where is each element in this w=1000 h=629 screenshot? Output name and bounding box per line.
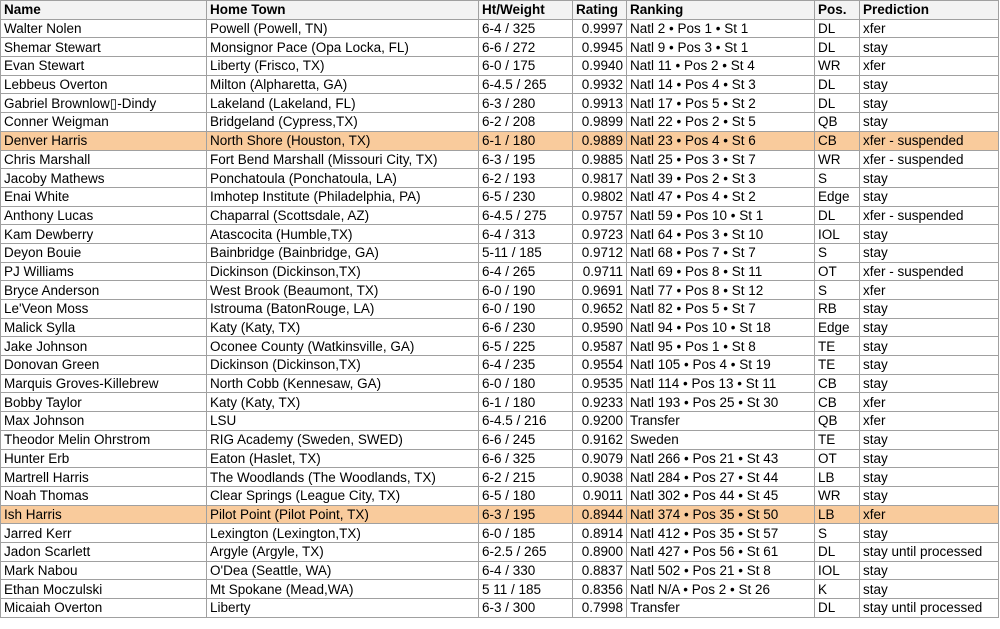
table-header <box>1 1 999 20</box>
cell-home-town[interactable]: Liberty (Frisco, TX) <box>207 57 479 76</box>
cell-ht-weight[interactable]: 6-6 / 325 <box>479 449 573 468</box>
table-row <box>1 225 999 244</box>
cell-ranking[interactable]: Natl 14 • Pos 4 • St 3 <box>627 75 815 94</box>
cell-name[interactable]: Kam Dewberry <box>1 225 207 244</box>
cell-name[interactable]: Marquis Groves-Killebrew <box>1 374 207 393</box>
cell-rating[interactable]: 0.8914 <box>573 524 627 543</box>
cell-rating[interactable]: 0.9711 <box>573 262 627 281</box>
column-header-name[interactable]: Name <box>1 1 207 20</box>
table-row <box>1 430 999 449</box>
cell-prediction[interactable]: stay <box>860 580 999 599</box>
cell-rating[interactable]: 0.9997 <box>573 19 627 38</box>
cell-ranking[interactable]: Natl 94 • Pos 10 • St 18 <box>627 318 815 337</box>
cell-name[interactable]: Evan Stewart <box>1 57 207 76</box>
cell-ht-weight[interactable]: 5 11 / 185 <box>479 580 573 599</box>
cell-rating[interactable]: 0.9079 <box>573 449 627 468</box>
cell-ht-weight[interactable]: 6-2.5 / 265 <box>479 542 573 561</box>
cell-prediction[interactable]: stay <box>860 75 999 94</box>
cell-ranking[interactable]: Natl 427 • Pos 56 • St 61 <box>627 542 815 561</box>
cell-ranking[interactable]: Natl 2 • Pos 1 • St 1 <box>627 19 815 38</box>
table-row <box>1 318 999 337</box>
cell-ht-weight[interactable]: 6-4 / 330 <box>479 561 573 580</box>
cell-ht-weight[interactable]: 6-3 / 280 <box>479 94 573 113</box>
cell-ranking[interactable]: Transfer <box>627 599 815 618</box>
cell-prediction[interactable]: xfer <box>860 393 999 412</box>
cell-name[interactable]: Bryce Anderson <box>1 281 207 300</box>
cell-pos[interactable]: Edge <box>815 187 860 206</box>
cell-prediction[interactable]: stay <box>860 225 999 244</box>
cell-rating[interactable]: 0.9038 <box>573 468 627 487</box>
table-row <box>1 75 999 94</box>
cell-rating[interactable]: 0.8837 <box>573 561 627 580</box>
cell-home-town[interactable]: Bridgeland (Cypress,TX) <box>207 113 479 132</box>
cell-ranking[interactable]: Natl 114 • Pos 13 • St 11 <box>627 374 815 393</box>
table-row <box>1 505 999 524</box>
cell-home-town[interactable]: Lakeland (Lakeland, FL) <box>207 94 479 113</box>
cell-prediction[interactable]: xfer <box>860 412 999 431</box>
cell-name[interactable]: Ethan Moczulski <box>1 580 207 599</box>
cell-pos[interactable]: DL <box>815 75 860 94</box>
cell-rating[interactable]: 0.9200 <box>573 412 627 431</box>
cell-prediction[interactable]: stay <box>860 356 999 375</box>
cell-ranking[interactable]: Natl 193 • Pos 25 • St 30 <box>627 393 815 412</box>
cell-rating[interactable]: 0.8356 <box>573 580 627 599</box>
cell-prediction[interactable]: xfer <box>860 57 999 76</box>
cell-home-town[interactable]: Chaparral (Scottsdale, AZ) <box>207 206 479 225</box>
cell-rating[interactable]: 0.9913 <box>573 94 627 113</box>
cell-ranking[interactable]: Natl 502 • Pos 21 • St 8 <box>627 561 815 580</box>
cell-pos[interactable]: WR <box>815 486 860 505</box>
table-row <box>1 468 999 487</box>
cell-ranking[interactable]: Natl 105 • Pos 4 • St 19 <box>627 356 815 375</box>
cell-pos[interactable]: LB <box>815 505 860 524</box>
cell-ranking[interactable]: Natl 77 • Pos 8 • St 12 <box>627 281 815 300</box>
cell-ranking[interactable]: Sweden <box>627 430 815 449</box>
cell-rating[interactable]: 0.9757 <box>573 206 627 225</box>
header-row <box>1 1 999 20</box>
cell-pos[interactable]: RB <box>815 300 860 319</box>
table-row <box>1 243 999 262</box>
cell-name[interactable]: Mark Nabou <box>1 561 207 580</box>
cell-ranking[interactable]: Natl 412 • Pos 35 • St 57 <box>627 524 815 543</box>
cell-name[interactable]: Jadon Scarlett <box>1 542 207 561</box>
cell-name[interactable]: Walter Nolen <box>1 19 207 38</box>
cell-home-town[interactable]: Powell (Powell, TN) <box>207 19 479 38</box>
cell-rating[interactable]: 0.9587 <box>573 337 627 356</box>
cell-ranking[interactable]: Natl 284 • Pos 27 • St 44 <box>627 468 815 487</box>
cell-home-town[interactable]: Monsignor Pace (Opa Locka, FL) <box>207 38 479 57</box>
table-row <box>1 449 999 468</box>
column-header-prediction[interactable]: Prediction <box>860 1 999 20</box>
cell-prediction[interactable]: xfer - suspended <box>860 262 999 281</box>
cell-ht-weight[interactable]: 6-0 / 180 <box>479 374 573 393</box>
cell-ht-weight[interactable]: 6-4.5 / 275 <box>479 206 573 225</box>
cell-name[interactable]: PJ Williams <box>1 262 207 281</box>
cell-pos[interactable]: TE <box>815 356 860 375</box>
cell-ht-weight[interactable]: 6-2 / 208 <box>479 113 573 132</box>
cell-ht-weight[interactable]: 6-4 / 265 <box>479 262 573 281</box>
column-header-ht-weight[interactable]: Ht/Weight <box>479 1 573 20</box>
cell-ht-weight[interactable]: 6-4.5 / 265 <box>479 75 573 94</box>
table-row <box>1 262 999 281</box>
cell-name[interactable]: Gabriel Brownlow▯-Dindy <box>1 94 207 113</box>
cell-rating[interactable]: 0.8944 <box>573 505 627 524</box>
cell-home-town[interactable]: Katy (Katy, TX) <box>207 393 479 412</box>
cell-name[interactable]: Anthony Lucas <box>1 206 207 225</box>
cell-prediction[interactable]: xfer - suspended <box>860 131 999 150</box>
cell-ranking[interactable]: Natl N/A • Pos 2 • St 26 <box>627 580 815 599</box>
cell-prediction[interactable]: stay <box>860 300 999 319</box>
cell-pos[interactable]: OT <box>815 262 860 281</box>
column-header-rating[interactable]: Rating <box>573 1 627 20</box>
cell-home-town[interactable]: North Shore (Houston, TX) <box>207 131 479 150</box>
cell-ranking[interactable]: Natl 82 • Pos 5 • St 7 <box>627 300 815 319</box>
cell-name[interactable]: Noah Thomas <box>1 486 207 505</box>
cell-home-town[interactable]: Atascocita (Humble,TX) <box>207 225 479 244</box>
cell-ranking[interactable]: Natl 9 • Pos 3 • St 1 <box>627 38 815 57</box>
table-row <box>1 337 999 356</box>
cell-prediction[interactable]: stay <box>860 243 999 262</box>
cell-ranking[interactable]: Natl 11 • Pos 2 • St 4 <box>627 57 815 76</box>
cell-ranking[interactable]: Natl 17 • Pos 5 • St 2 <box>627 94 815 113</box>
cell-rating[interactable]: 0.9889 <box>573 131 627 150</box>
cell-name[interactable]: Bobby Taylor <box>1 393 207 412</box>
cell-pos[interactable]: IOL <box>815 225 860 244</box>
cell-ranking[interactable]: Natl 69 • Pos 8 • St 11 <box>627 262 815 281</box>
cell-pos[interactable]: Edge <box>815 318 860 337</box>
cell-home-town[interactable]: Milton (Alpharetta, GA) <box>207 75 479 94</box>
cell-ht-weight[interactable]: 6-0 / 185 <box>479 524 573 543</box>
cell-rating[interactable]: 0.9723 <box>573 225 627 244</box>
cell-name[interactable]: Malick Sylla <box>1 318 207 337</box>
cell-prediction[interactable]: stay <box>860 486 999 505</box>
table-row <box>1 561 999 580</box>
cell-ranking[interactable]: Natl 95 • Pos 1 • St 8 <box>627 337 815 356</box>
cell-prediction[interactable]: stay <box>860 524 999 543</box>
cell-name[interactable]: Donovan Green <box>1 356 207 375</box>
table-row <box>1 94 999 113</box>
table-row <box>1 300 999 319</box>
cell-name[interactable]: Jacoby Mathews <box>1 169 207 188</box>
cell-pos[interactable]: DL <box>815 19 860 38</box>
cell-prediction[interactable]: stay <box>860 169 999 188</box>
cell-pos[interactable]: DL <box>815 94 860 113</box>
cell-pos[interactable]: S <box>815 524 860 543</box>
cell-home-town[interactable]: Pilot Point (Pilot Point, TX) <box>207 505 479 524</box>
cell-rating[interactable]: 0.8900 <box>573 542 627 561</box>
cell-ranking[interactable]: Natl 25 • Pos 3 • St 7 <box>627 150 815 169</box>
table-row <box>1 486 999 505</box>
cell-home-town[interactable]: West Brook (Beaumont, TX) <box>207 281 479 300</box>
cell-home-town[interactable]: LSU <box>207 412 479 431</box>
cell-name[interactable]: Enai White <box>1 187 207 206</box>
cell-name[interactable]: Denver Harris <box>1 131 207 150</box>
table-row <box>1 281 999 300</box>
cell-ht-weight[interactable]: 6-0 / 190 <box>479 300 573 319</box>
cell-pos[interactable]: DL <box>815 206 860 225</box>
cell-ranking[interactable]: Natl 374 • Pos 35 • St 50 <box>627 505 815 524</box>
cell-name[interactable]: Max Johnson <box>1 412 207 431</box>
table-row <box>1 113 999 132</box>
table-row <box>1 19 999 38</box>
cell-prediction[interactable]: xfer <box>860 281 999 300</box>
cell-ht-weight[interactable]: 6-6 / 245 <box>479 430 573 449</box>
cell-name[interactable]: Conner Weigman <box>1 113 207 132</box>
table-body <box>1 19 999 617</box>
cell-ht-weight[interactable]: 6-3 / 300 <box>479 599 573 618</box>
cell-ht-weight[interactable]: 5-11 / 185 <box>479 243 573 262</box>
cell-ht-weight[interactable]: 6-5 / 225 <box>479 337 573 356</box>
cell-ranking[interactable]: Transfer <box>627 412 815 431</box>
cell-pos[interactable]: CB <box>815 374 860 393</box>
cell-name[interactable]: Theodor Melin Ohrstrom <box>1 430 207 449</box>
cell-rating[interactable]: 0.9940 <box>573 57 627 76</box>
table-row <box>1 131 999 150</box>
cell-ranking[interactable]: Natl 68 • Pos 7 • St 7 <box>627 243 815 262</box>
cell-ht-weight[interactable]: 6-3 / 195 <box>479 505 573 524</box>
table-row <box>1 580 999 599</box>
cell-prediction[interactable]: stay <box>860 187 999 206</box>
cell-pos[interactable]: LB <box>815 468 860 487</box>
cell-ht-weight[interactable]: 6-3 / 195 <box>479 150 573 169</box>
cell-rating[interactable]: 0.9712 <box>573 243 627 262</box>
cell-prediction[interactable]: stay <box>860 337 999 356</box>
cell-name[interactable]: Jarred Kerr <box>1 524 207 543</box>
cell-pos[interactable]: DL <box>815 542 860 561</box>
cell-prediction[interactable]: stay <box>860 468 999 487</box>
cell-name[interactable]: Jake Johnson <box>1 337 207 356</box>
table-row <box>1 187 999 206</box>
cell-ranking[interactable]: Natl 39 • Pos 2 • St 3 <box>627 169 815 188</box>
cell-pos[interactable]: QB <box>815 113 860 132</box>
cell-prediction[interactable]: stay <box>860 38 999 57</box>
cell-rating[interactable]: 0.9535 <box>573 374 627 393</box>
cell-ht-weight[interactable]: 6-5 / 180 <box>479 486 573 505</box>
cell-pos[interactable]: K <box>815 580 860 599</box>
column-header-pos[interactable]: Pos. <box>815 1 860 20</box>
cell-pos[interactable]: S <box>815 243 860 262</box>
table-row <box>1 206 999 225</box>
cell-ht-weight[interactable]: 6-4.5 / 216 <box>479 412 573 431</box>
column-header-ranking[interactable]: Ranking <box>627 1 815 20</box>
cell-name[interactable]: Martrell Harris <box>1 468 207 487</box>
table-row <box>1 38 999 57</box>
cell-prediction[interactable]: stay <box>860 561 999 580</box>
cell-ht-weight[interactable]: 6-0 / 190 <box>479 281 573 300</box>
table-row <box>1 150 999 169</box>
cell-ht-weight[interactable]: 6-4 / 235 <box>479 356 573 375</box>
cell-ht-weight[interactable]: 6-2 / 215 <box>479 468 573 487</box>
cell-name[interactable]: Deyon Bouie <box>1 243 207 262</box>
table-row <box>1 542 999 561</box>
cell-home-town[interactable]: Mt Spokane (Mead,WA) <box>207 580 479 599</box>
cell-name[interactable]: Shemar Stewart <box>1 38 207 57</box>
cell-name[interactable]: Lebbeus Overton <box>1 75 207 94</box>
cell-rating[interactable]: 0.9817 <box>573 169 627 188</box>
cell-name[interactable]: Micaiah Overton <box>1 599 207 618</box>
table-row <box>1 524 999 543</box>
cell-home-town[interactable]: Argyle (Argyle, TX) <box>207 542 479 561</box>
cell-home-town[interactable]: RIG Academy (Sweden, SWED) <box>207 430 479 449</box>
cell-pos[interactable]: TE <box>815 430 860 449</box>
table-row <box>1 374 999 393</box>
cell-prediction[interactable]: stay <box>860 318 999 337</box>
column-header-home-town[interactable]: Home Town <box>207 1 479 20</box>
cell-ht-weight[interactable]: 6-6 / 230 <box>479 318 573 337</box>
cell-rating[interactable]: 0.9011 <box>573 486 627 505</box>
cell-prediction[interactable]: xfer <box>860 505 999 524</box>
cell-ranking[interactable]: Natl 22 • Pos 2 • St 5 <box>627 113 815 132</box>
cell-ht-weight[interactable]: 6-6 / 272 <box>479 38 573 57</box>
cell-home-town[interactable]: Oconee County (Watkinsville, GA) <box>207 337 479 356</box>
cell-home-town[interactable]: O'Dea (Seattle, WA) <box>207 561 479 580</box>
cell-home-town[interactable]: Istrouma (BatonRouge, LA) <box>207 300 479 319</box>
cell-pos[interactable]: QB <box>815 412 860 431</box>
cell-home-town[interactable]: Bainbridge (Bainbridge, GA) <box>207 243 479 262</box>
cell-home-town[interactable]: Liberty <box>207 599 479 618</box>
cell-rating[interactable]: 0.9899 <box>573 113 627 132</box>
cell-rating[interactable]: 0.9885 <box>573 150 627 169</box>
cell-rating[interactable]: 0.9802 <box>573 187 627 206</box>
cell-home-town[interactable]: Lexington (Lexington,TX) <box>207 524 479 543</box>
cell-home-town[interactable]: Fort Bend Marshall (Missouri City, TX) <box>207 150 479 169</box>
cell-home-town[interactable]: Imhotep Institute (Philadelphia, PA) <box>207 187 479 206</box>
cell-home-town[interactable]: Dickinson (Dickinson,TX) <box>207 356 479 375</box>
cell-prediction[interactable]: xfer - suspended <box>860 150 999 169</box>
cell-prediction[interactable]: stay <box>860 113 999 132</box>
cell-pos[interactable]: WR <box>815 57 860 76</box>
cell-name[interactable]: Hunter Erb <box>1 449 207 468</box>
cell-home-town[interactable]: Clear Springs (League City, TX) <box>207 486 479 505</box>
cell-ht-weight[interactable]: 6-5 / 230 <box>479 187 573 206</box>
cell-pos[interactable]: S <box>815 281 860 300</box>
table-row <box>1 57 999 76</box>
cell-rating[interactable]: 0.9691 <box>573 281 627 300</box>
cell-name[interactable]: Ish Harris <box>1 505 207 524</box>
cell-rating[interactable]: 0.9590 <box>573 318 627 337</box>
cell-name[interactable]: Le'Veon Moss <box>1 300 207 319</box>
cell-pos[interactable]: CB <box>815 393 860 412</box>
cell-home-town[interactable]: Katy (Katy, TX) <box>207 318 479 337</box>
cell-rating[interactable]: 0.9652 <box>573 300 627 319</box>
cell-rating[interactable]: 0.9162 <box>573 430 627 449</box>
cell-ranking[interactable]: Natl 23 • Pos 4 • St 6 <box>627 131 815 150</box>
cell-prediction[interactable]: stay <box>860 94 999 113</box>
cell-home-town[interactable]: The Woodlands (The Woodlands, TX) <box>207 468 479 487</box>
cell-prediction[interactable]: stay <box>860 430 999 449</box>
cell-ht-weight[interactable]: 6-1 / 180 <box>479 393 573 412</box>
cell-pos[interactable]: CB <box>815 131 860 150</box>
cell-name[interactable]: Chris Marshall <box>1 150 207 169</box>
cell-ranking[interactable]: Natl 59 • Pos 10 • St 1 <box>627 206 815 225</box>
table-row <box>1 356 999 375</box>
cell-pos[interactable]: DL <box>815 38 860 57</box>
cell-pos[interactable]: DL <box>815 599 860 618</box>
cell-ranking[interactable]: Natl 64 • Pos 3 • St 10 <box>627 225 815 244</box>
cell-prediction[interactable]: stay until processed <box>860 542 999 561</box>
cell-prediction[interactable]: stay <box>860 449 999 468</box>
cell-pos[interactable]: TE <box>815 337 860 356</box>
cell-ranking[interactable]: Natl 302 • Pos 44 • St 45 <box>627 486 815 505</box>
cell-rating[interactable]: 0.9554 <box>573 356 627 375</box>
cell-home-town[interactable]: North Cobb (Kennesaw, GA) <box>207 374 479 393</box>
cell-rating[interactable]: 0.7998 <box>573 599 627 618</box>
cell-pos[interactable]: IOL <box>815 561 860 580</box>
cell-pos[interactable]: WR <box>815 150 860 169</box>
table-row <box>1 169 999 188</box>
cell-ranking[interactable]: Natl 266 • Pos 21 • St 43 <box>627 449 815 468</box>
cell-pos[interactable]: OT <box>815 449 860 468</box>
table-row <box>1 599 999 618</box>
cell-home-town[interactable]: Dickinson (Dickinson,TX) <box>207 262 479 281</box>
cell-ht-weight[interactable]: 6-4 / 313 <box>479 225 573 244</box>
cell-prediction[interactable]: stay until processed <box>860 599 999 618</box>
cell-home-town[interactable]: Ponchatoula (Ponchatoula, LA) <box>207 169 479 188</box>
cell-rating[interactable]: 0.9233 <box>573 393 627 412</box>
table-row <box>1 412 999 431</box>
cell-ht-weight[interactable]: 6-1 / 180 <box>479 131 573 150</box>
cell-ranking[interactable]: Natl 47 • Pos 4 • St 2 <box>627 187 815 206</box>
table-row <box>1 393 999 412</box>
cell-home-town[interactable]: Eaton (Haslet, TX) <box>207 449 479 468</box>
cell-rating[interactable]: 0.9945 <box>573 38 627 57</box>
cell-ht-weight[interactable]: 6-0 / 175 <box>479 57 573 76</box>
cell-ht-weight[interactable]: 6-2 / 193 <box>479 169 573 188</box>
cell-ht-weight[interactable]: 6-4 / 325 <box>479 19 573 38</box>
cell-prediction[interactable]: xfer - suspended <box>860 206 999 225</box>
cell-prediction[interactable]: stay <box>860 374 999 393</box>
cell-prediction[interactable]: xfer <box>860 19 999 38</box>
cell-pos[interactable]: S <box>815 169 860 188</box>
cell-rating[interactable]: 0.9932 <box>573 75 627 94</box>
